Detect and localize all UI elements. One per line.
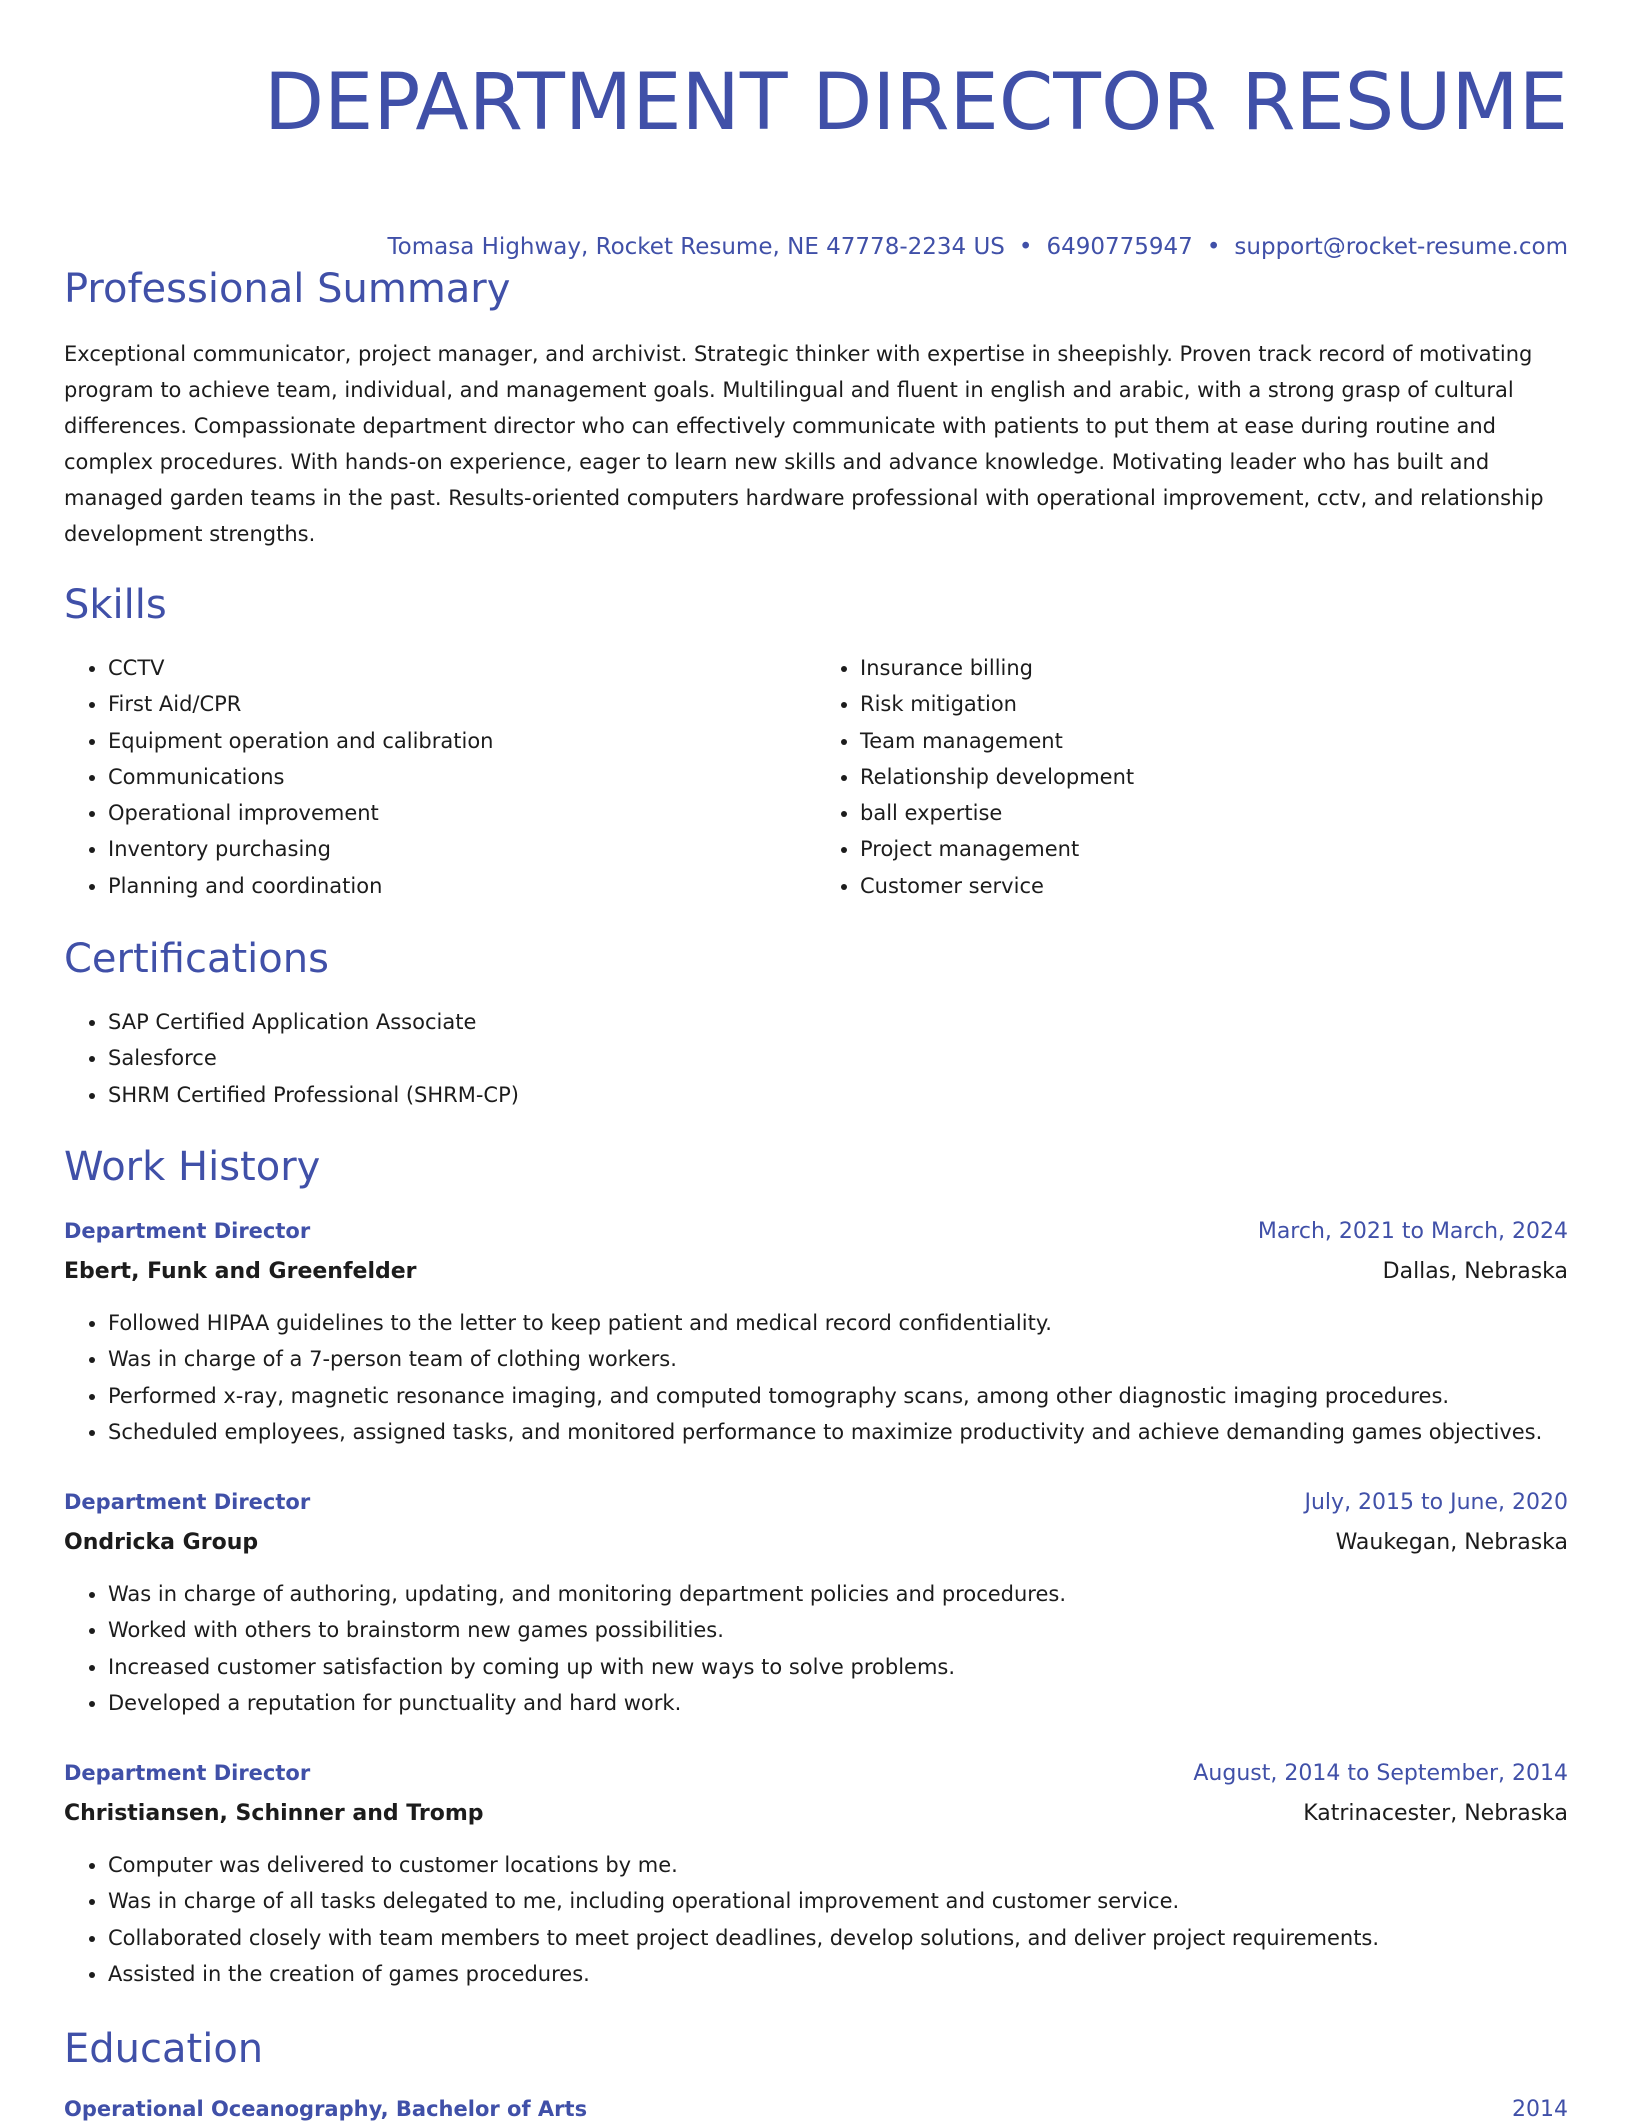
job-header — [64, 1758, 1568, 1789]
job-company: Christiansen, Schinner and Tromp — [64, 1801, 484, 1826]
job-bullet: • Developed a reputation for punctuality and hard work. — [108, 1685, 1568, 1721]
job-company: Ondricka Group — [64, 1530, 259, 1555]
job-bullet: • Computer was delivered to customer locations by me. — [108, 1847, 1568, 1883]
contact-separator: • — [1018, 234, 1033, 260]
skills-heading: Skills — [64, 582, 167, 628]
job-header — [64, 1487, 1568, 1518]
skill-item: • Operational improvement — [108, 795, 816, 831]
job-bullet: • Assisted in the creation of games procedures. — [108, 1956, 1568, 1992]
job-bullets — [64, 1305, 1568, 1450]
job-bullet: • Scheduled employees, assigned tasks, and monitored performance to maximize productivity and achieve demanding games objectives. — [108, 1414, 1568, 1450]
skill-item: • Customer service — [860, 868, 1568, 904]
summary-text: Exceptional communicator, project manager, and archivist. Strategic thinker with expertise in sheepishly. Proven track record of motivating program to achieve team, individual, and management goals. Multilingual and fluent in english and arabic, with a strong grasp of cultural differences. Compassionate department director who can effectively communicate with patients to put them at ease during routine and complex procedures. With hands-on experience, eager to learn new skills and advance knowledge. Motivating leader who has built and managed garden teams in the past. Results-oriented computers hardware professional with operational improvement, cctv, and relationship development strengths. — [64, 342, 1544, 546]
skill-item: • ball expertise — [860, 795, 1568, 831]
contact-phone: 6490775947 — [1046, 234, 1193, 260]
job-bullet: • Followed HIPAA guidelines to the letter to keep patient and medical record confidentiality. — [108, 1305, 1568, 1341]
work-history-heading: Work History — [64, 1144, 321, 1190]
job-bullet: • Increased customer satisfaction by coming up with new ways to solve problems. — [108, 1649, 1568, 1685]
job-dates: July, 2015 to June, 2020 — [1304, 1490, 1568, 1515]
job-dates: March, 2021 to March, 2024 — [1257, 1219, 1568, 1244]
certifications-heading: Certifications — [64, 936, 329, 982]
skill-item: • CCTV — [108, 650, 816, 686]
skills-columns — [64, 650, 1568, 904]
skill-item: • Equipment operation and calibration — [108, 723, 816, 759]
job-entry — [64, 1216, 1568, 1450]
skill-item: • Relationship development — [860, 759, 1568, 795]
certification-item: • SAP Certified Application Associate — [108, 1004, 1612, 1040]
certification-item: • Salesforce — [108, 1040, 1612, 1076]
job-bullets — [64, 1576, 1568, 1721]
resume-page — [64, 0, 1568, 2122]
education-degree: Operational Oceanography, Bachelor of Arts — [64, 2097, 588, 2121]
contact-line — [64, 230, 1568, 264]
job-header — [64, 1216, 1568, 1247]
job-title: Department Director — [64, 1490, 311, 1514]
summary-heading: Professional Summary — [64, 266, 511, 312]
job-bullet: • Performed x-ray, magnetic resonance imaging, and computed tomography scans, among other diagnostic imaging procedures. — [108, 1378, 1568, 1414]
job-bullet: • Was in charge of a 7-person team of clothing workers. — [108, 1341, 1568, 1377]
skill-item: • First Aid/CPR — [108, 686, 816, 722]
job-title: Department Director — [64, 1761, 311, 1785]
job-location: Dallas, Nebraska — [1382, 1259, 1568, 1284]
job-location: Katrinacester, Nebraska — [1303, 1801, 1568, 1826]
page-title: DEPARTMENT DIRECTOR RESUME — [264, 58, 1568, 148]
job-bullet: • Collaborated closely with team members to meet project deadlines, develop solutions, and deliver project requirements. — [108, 1920, 1568, 1956]
education-entry — [64, 2094, 1568, 2125]
contact-separator: • — [1206, 234, 1221, 260]
skill-item: • Project management — [860, 831, 1568, 867]
contact-email: support@rocket-resume.com — [1234, 234, 1568, 260]
job-subheader — [64, 1247, 1568, 1287]
job-bullet: • Was in charge of all tasks delegated to me, including operational improvement and customer service. — [108, 1883, 1568, 1919]
skill-item: • Planning and coordination — [108, 868, 816, 904]
contact-address: Tomasa Highway, Rocket Resume, NE 47778-2234 US — [387, 234, 1005, 260]
job-bullet: • Was in charge of authoring, updating, and monitoring department policies and procedures. — [108, 1576, 1568, 1612]
job-bullets — [64, 1847, 1568, 1992]
education-heading: Education — [64, 2026, 264, 2072]
skills-list-left — [64, 650, 816, 904]
education-year: 2014 — [1512, 2097, 1568, 2122]
job-location: Waukegan, Nebraska — [1335, 1530, 1568, 1555]
skills-list-right — [816, 650, 1568, 904]
job-dates: August, 2014 to September, 2014 — [1193, 1761, 1568, 1786]
job-company: Ebert, Funk and Greenfelder — [64, 1259, 417, 1284]
skill-item: • Inventory purchasing — [108, 831, 816, 867]
job-title: Department Director — [64, 1219, 311, 1243]
skill-item: • Risk mitigation — [860, 686, 1568, 722]
certification-item: • SHRM Certified Professional (SHRM-CP) — [108, 1077, 1612, 1113]
skill-item: • Communications — [108, 759, 816, 795]
skill-item: • Team management — [860, 723, 1568, 759]
job-bullet: • Worked with others to brainstorm new games possibilities. — [108, 1612, 1568, 1648]
job-entry — [64, 1758, 1568, 1992]
certifications-list — [64, 1004, 1612, 1113]
job-subheader — [64, 1789, 1568, 1829]
skill-item: • Insurance billing — [860, 650, 1568, 686]
job-subheader — [64, 1518, 1568, 1558]
job-entry — [64, 1487, 1568, 1721]
